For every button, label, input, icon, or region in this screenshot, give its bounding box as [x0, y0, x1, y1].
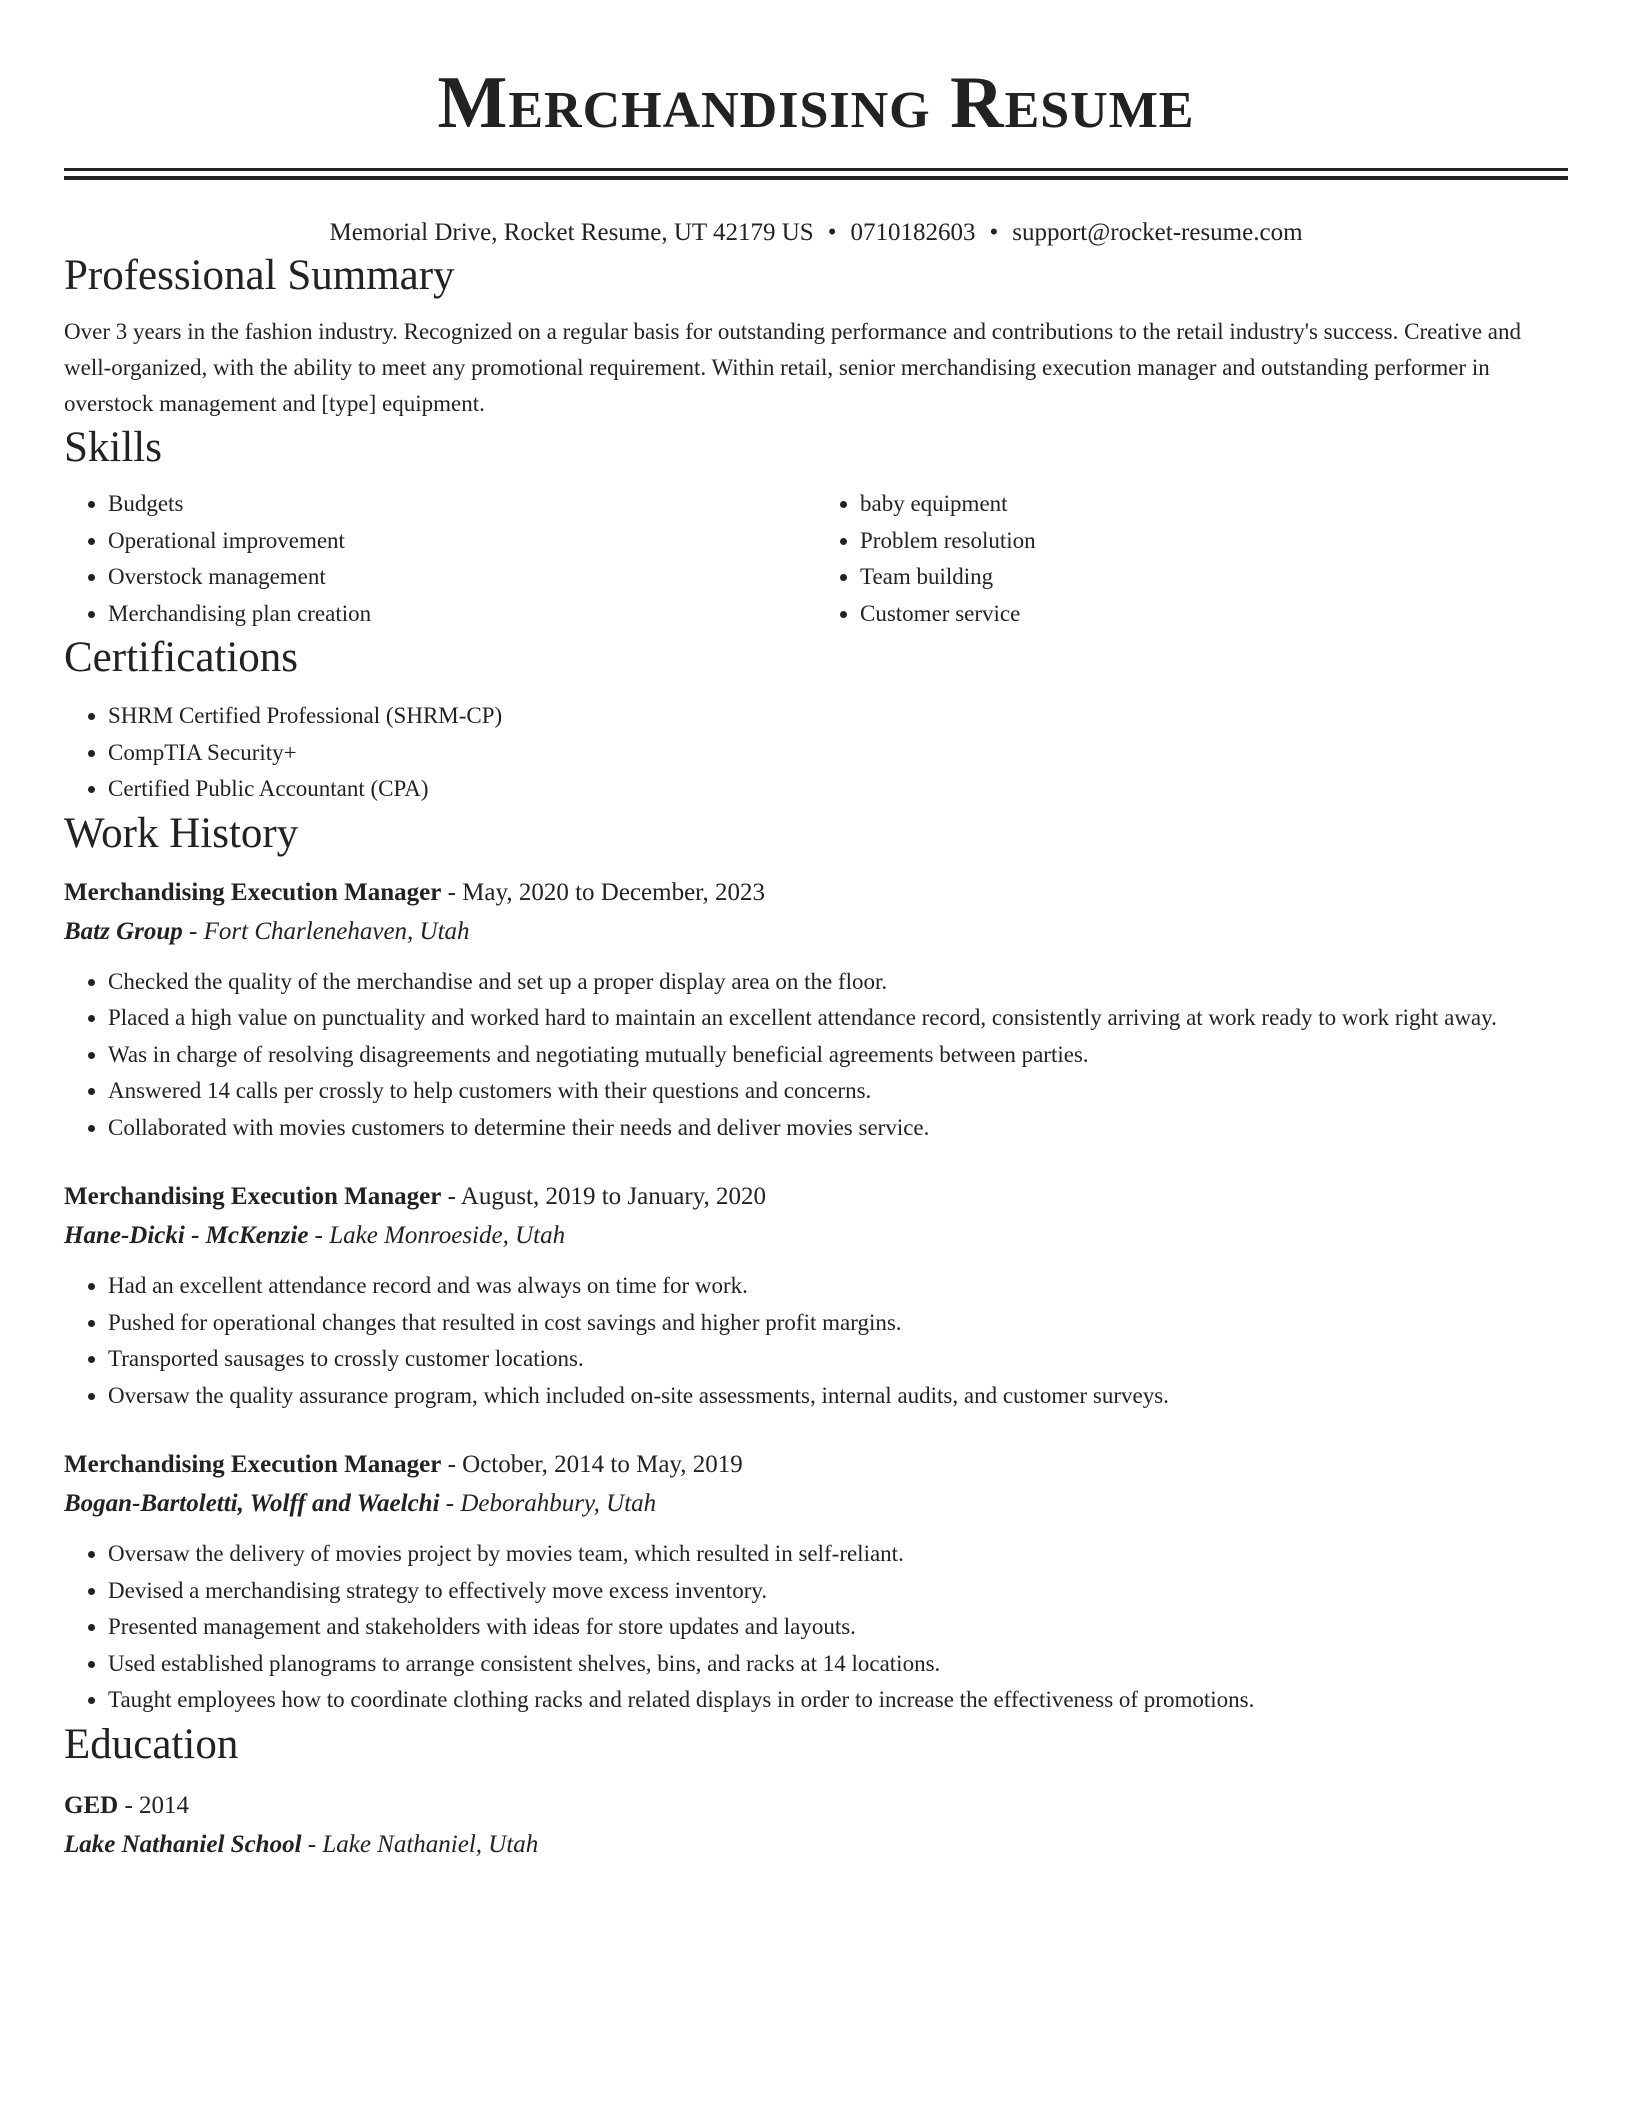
job-employer	[64, 1216, 1568, 1256]
job-bullet: • Transported sausages to crossly customer locations.	[108, 1341, 1568, 1378]
job-bullet: • Had an excellent attendance record and was always on time for work.	[108, 1268, 1568, 1305]
skill-item: • Customer service	[860, 596, 1568, 633]
job-bullet: • Oversaw the delivery of movies project by movies team, which resulted in self-reliant.	[108, 1536, 1568, 1573]
job-header	[64, 874, 1568, 912]
resume-title: Merchandising Resume	[437, 62, 1195, 144]
education-location: - Lake Nathaniel, Utah	[301, 1830, 539, 1858]
skills-columns	[64, 486, 1568, 632]
certifications-heading: Certifications	[64, 634, 299, 681]
contact-phone: 0710182603	[850, 219, 976, 246]
skills-list-right	[816, 486, 1568, 632]
skills-heading: Skills	[64, 424, 162, 471]
resume-page	[64, 0, 1568, 1865]
education-entry	[64, 1787, 1568, 1865]
job-entry	[64, 1178, 1568, 1414]
summary-heading: Professional Summary	[64, 252, 455, 299]
title-divider	[64, 168, 1568, 180]
job-role: Merchandising Execution Manager	[64, 1451, 442, 1478]
skill-item: • baby equipment	[860, 486, 1568, 523]
job-bullets	[64, 1268, 1568, 1414]
job-bullet: • Taught employees how to coordinate clothing racks and related displays in order to increase the effectiveness of promotions.	[108, 1682, 1568, 1719]
summary-text: Over 3 years in the fashion industry. Recognized on a regular basis for outstanding performance and contributions to the retail industry's success. Creative and well-organized, with the ability to meet any promotional requirement. Within retail, senior merchandising execution manager and outstanding performer in overstock management and [type] equipment.	[64, 319, 1521, 416]
contact-line	[64, 216, 1568, 250]
job-bullet: • Collaborated with movies customers to determine their needs and deliver movies service.	[108, 1110, 1568, 1147]
job-bullet: • Was in charge of resolving disagreements and negotiating mutually beneficial agreements between parties.	[108, 1037, 1568, 1074]
job-role: Merchandising Execution Manager	[64, 878, 442, 906]
job-header	[64, 1178, 1568, 1216]
job-location: - Lake Monroeside, Utah	[308, 1222, 566, 1249]
job-bullet: • Presented management and stakeholders with ideas for store updates and layouts.	[108, 1609, 1568, 1646]
education-year: - 2014	[118, 1791, 190, 1819]
job-dates: - October, 2014 to May, 2019	[441, 1451, 743, 1478]
certification-item: • Certified Public Accountant (CPA)	[108, 771, 1568, 808]
certification-item: • SHRM Certified Professional (SHRM-CP)	[108, 698, 1568, 735]
job-bullet: • Devised a merchandising strategy to effectively move excess inventory.	[108, 1573, 1568, 1610]
job-location: - Fort Charlenehaven, Utah	[182, 917, 470, 945]
skill-item: • Budgets	[108, 486, 816, 523]
education-school: Lake Nathaniel School	[64, 1830, 302, 1858]
job-dates: - August, 2019 to January, 2020	[441, 1183, 767, 1210]
job-company: Batz Group	[64, 917, 183, 945]
skill-item: • Operational improvement	[108, 523, 816, 560]
job-entry	[64, 874, 1568, 1147]
skills-list-left	[64, 486, 816, 632]
skill-item: • Problem resolution	[860, 523, 1568, 560]
job-bullet: • Placed a high value on punctuality and worked hard to maintain an excellent attendance record, consistently arriving at work ready to work right away.	[108, 1000, 1568, 1037]
job-role: Merchandising Execution Manager	[64, 1183, 442, 1210]
education-heading: Education	[64, 1720, 239, 1768]
contact-separator: •	[989, 219, 999, 246]
certification-item: • CompTIA Security+	[108, 735, 1568, 772]
contact-address: Memorial Drive, Rocket Resume, UT 42179 US	[329, 219, 814, 246]
contact-email: support@rocket-resume.com	[1012, 219, 1303, 246]
skill-item: • Merchandising plan creation	[108, 596, 816, 633]
job-employer	[64, 912, 1568, 952]
certifications-list	[64, 698, 1568, 808]
job-bullet: • Checked the quality of the merchandise and set up a proper display area on the floor.	[108, 964, 1568, 1001]
work-history-heading: Work History	[64, 809, 299, 857]
job-employer	[64, 1484, 1568, 1524]
job-header	[64, 1446, 1568, 1484]
job-bullets	[64, 1536, 1568, 1719]
job-bullet: • Pushed for operational changes that resulted in cost savings and higher profit margins.	[108, 1305, 1568, 1342]
skill-item: • Overstock management	[108, 559, 816, 596]
job-bullet: • Used established planograms to arrange consistent shelves, bins, and racks at 14 locations.	[108, 1646, 1568, 1683]
job-company: Hane-Dicki - McKenzie	[64, 1222, 309, 1249]
contact-separator: •	[827, 219, 837, 246]
education-degree-line	[64, 1787, 1568, 1825]
job-company: Bogan-Bartoletti, Wolff and Waelchi	[64, 1490, 440, 1517]
job-entry	[64, 1446, 1568, 1719]
job-location: - Deborahbury, Utah	[439, 1490, 657, 1517]
job-dates: - May, 2020 to December, 2023	[441, 878, 765, 906]
job-bullet: • Oversaw the quality assurance program, which included on-site assessments, internal audits, and customer surveys.	[108, 1378, 1568, 1415]
education-school-line	[64, 1825, 1568, 1865]
job-bullets	[64, 964, 1568, 1147]
job-bullet: • Answered 14 calls per crossly to help customers with their questions and concerns.	[108, 1073, 1568, 1110]
education-degree: GED	[64, 1791, 119, 1819]
skill-item: • Team building	[860, 559, 1568, 596]
